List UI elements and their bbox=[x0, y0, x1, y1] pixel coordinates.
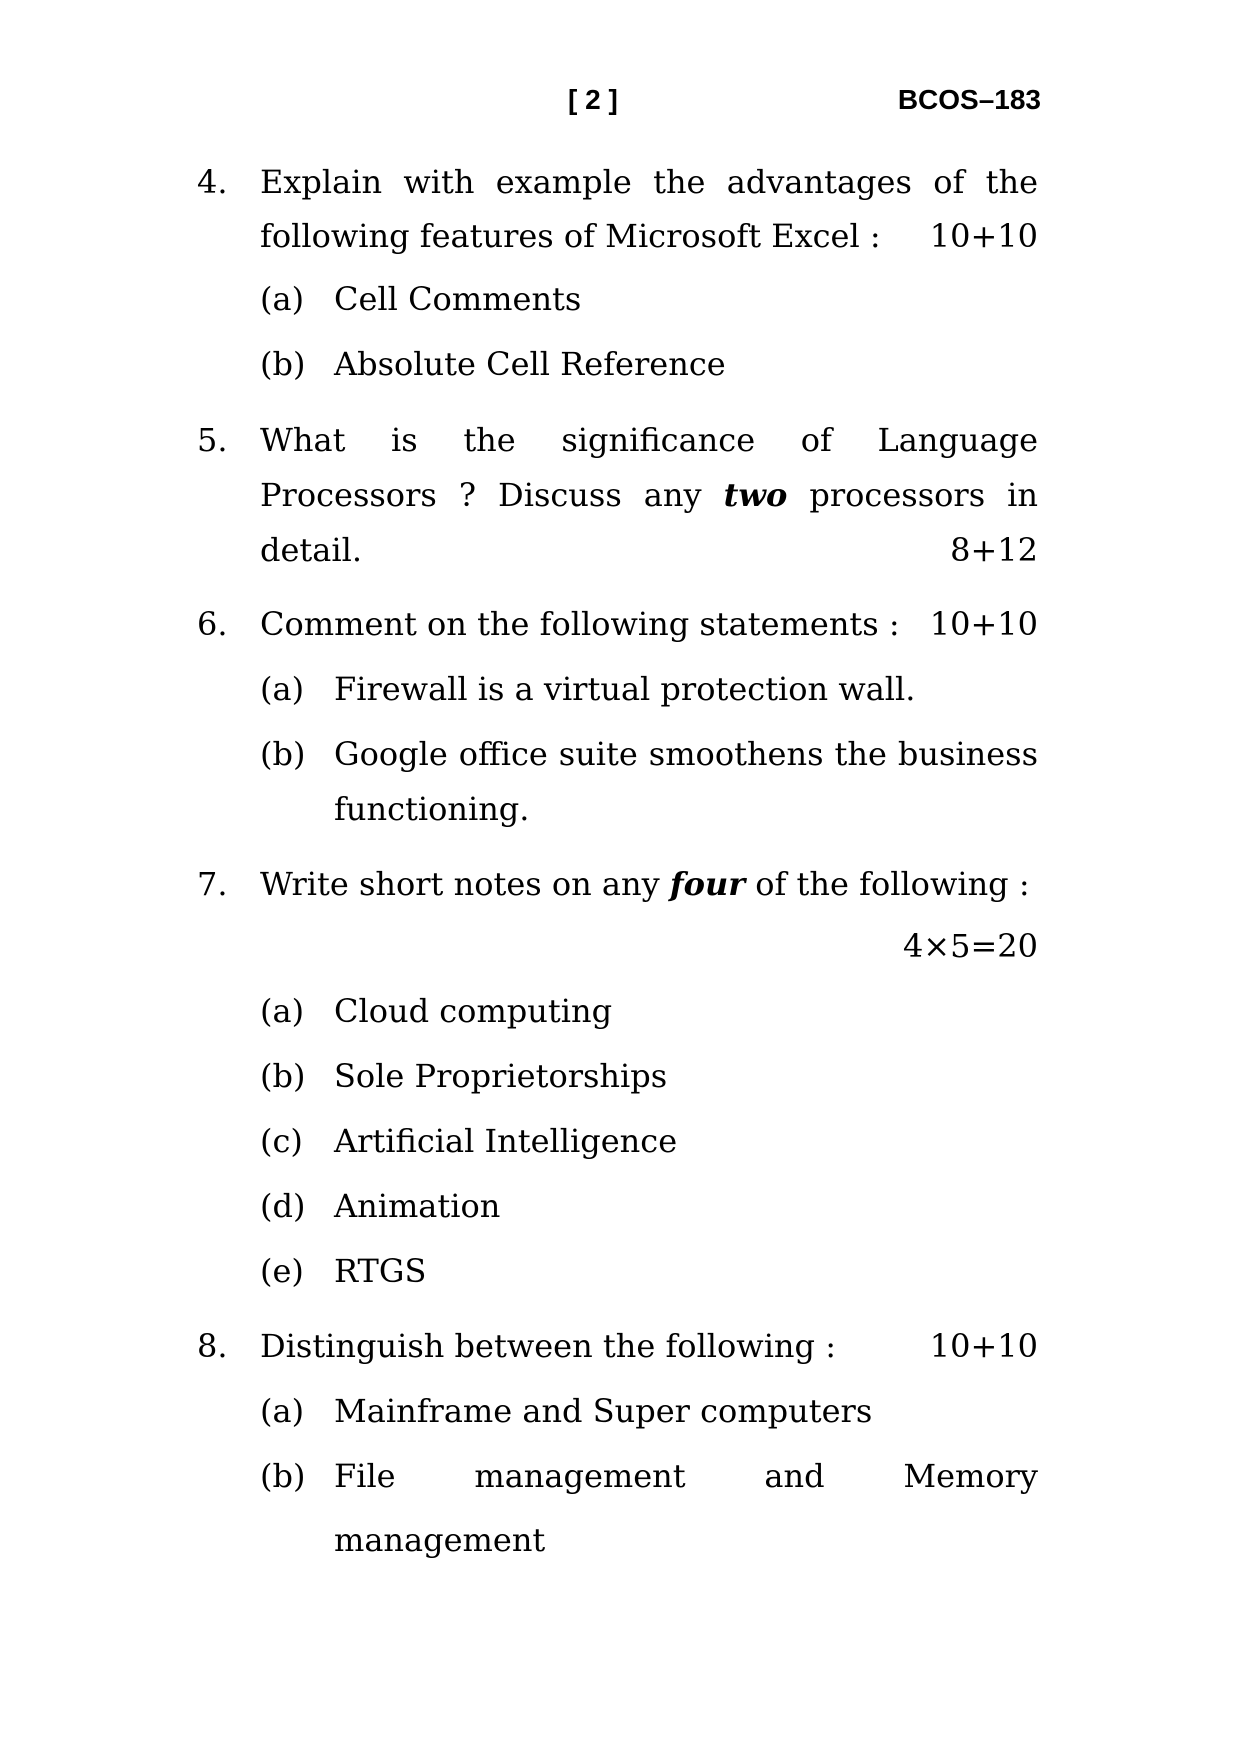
question-8b-label: (b) bbox=[260, 1457, 306, 1495]
question-7b-text: Sole Proprietorships bbox=[334, 1057, 668, 1095]
question-4-text: following features of Microsoft Excel : bbox=[260, 217, 881, 255]
question-7e-text: RTGS bbox=[334, 1252, 427, 1290]
question-5-line-1: What is the significance of Language bbox=[260, 421, 1038, 459]
question-6b-text-2: functioning. bbox=[334, 790, 530, 828]
question-7-line bbox=[260, 864, 1038, 904]
question-5-marks: 8+12 bbox=[950, 531, 1038, 569]
question-7-marks: 4×5=20 bbox=[902, 927, 1038, 965]
question-8-marks: 10+10 bbox=[929, 1327, 1038, 1365]
question-6-text: Comment on the following statements : bbox=[260, 605, 900, 643]
question-8b-text: File management and Memory bbox=[334, 1457, 1038, 1495]
course-code: BCOS–183 bbox=[897, 84, 1041, 115]
question-6-number: 6. bbox=[197, 605, 228, 643]
question-8b-text-2: management bbox=[334, 1521, 546, 1559]
question-8a-text: Mainframe and Super computers bbox=[334, 1392, 873, 1430]
question-6b-label: (b) bbox=[260, 735, 306, 773]
question-4a-text: Cell Comments bbox=[334, 280, 582, 318]
question-7-text-post: of the following : bbox=[755, 865, 1030, 903]
question-7-text-pre: Write short notes on any bbox=[260, 865, 660, 903]
question-8-number: 8. bbox=[197, 1327, 228, 1365]
question-7-emphasis: four bbox=[669, 865, 746, 903]
question-4-line-2 bbox=[260, 216, 1038, 256]
question-5-line-2 bbox=[260, 475, 1038, 515]
question-7-number: 7. bbox=[197, 865, 228, 903]
question-6a-label: (a) bbox=[260, 670, 305, 708]
question-4b-text: Absolute Cell Reference bbox=[334, 345, 726, 383]
question-8a-label: (a) bbox=[260, 1392, 305, 1430]
question-5-number: 5. bbox=[197, 421, 228, 459]
question-4-number: 4. bbox=[197, 163, 228, 201]
question-7e-label: (e) bbox=[260, 1252, 304, 1290]
question-7a-label: (a) bbox=[260, 992, 305, 1030]
question-6b-text: Google office suite smoothens the business bbox=[334, 735, 1038, 773]
question-5-emphasis: two bbox=[723, 476, 788, 514]
question-5-text-pre: Processors ? Discuss any bbox=[260, 476, 702, 514]
question-5-text-post: processors in bbox=[809, 476, 1039, 514]
question-7c-label: (c) bbox=[260, 1122, 303, 1160]
question-6a-text: Firewall is a virtual protection wall. bbox=[334, 670, 916, 708]
question-7a-text: Cloud computing bbox=[334, 992, 613, 1030]
question-7d-text: Animation bbox=[334, 1187, 501, 1225]
question-4-line-1: Explain with example the advantages of the bbox=[260, 163, 1038, 201]
question-8-text: Distinguish between the following : bbox=[260, 1327, 836, 1365]
question-4-marks: 10+10 bbox=[929, 217, 1038, 255]
question-8-line bbox=[260, 1326, 1038, 1366]
question-4a-label: (a) bbox=[260, 280, 305, 318]
question-7c-text: Artificial Intelligence bbox=[334, 1122, 678, 1160]
question-6-line bbox=[260, 604, 1038, 644]
question-7d-label: (d) bbox=[260, 1187, 306, 1225]
question-6-marks: 10+10 bbox=[929, 605, 1038, 643]
page-number: [ 2 ] bbox=[568, 84, 618, 115]
question-7b-label: (b) bbox=[260, 1057, 306, 1095]
question-5-line-3 bbox=[260, 530, 1038, 570]
question-4b-label: (b) bbox=[260, 345, 306, 383]
question-5-text-end: detail. bbox=[260, 531, 362, 569]
